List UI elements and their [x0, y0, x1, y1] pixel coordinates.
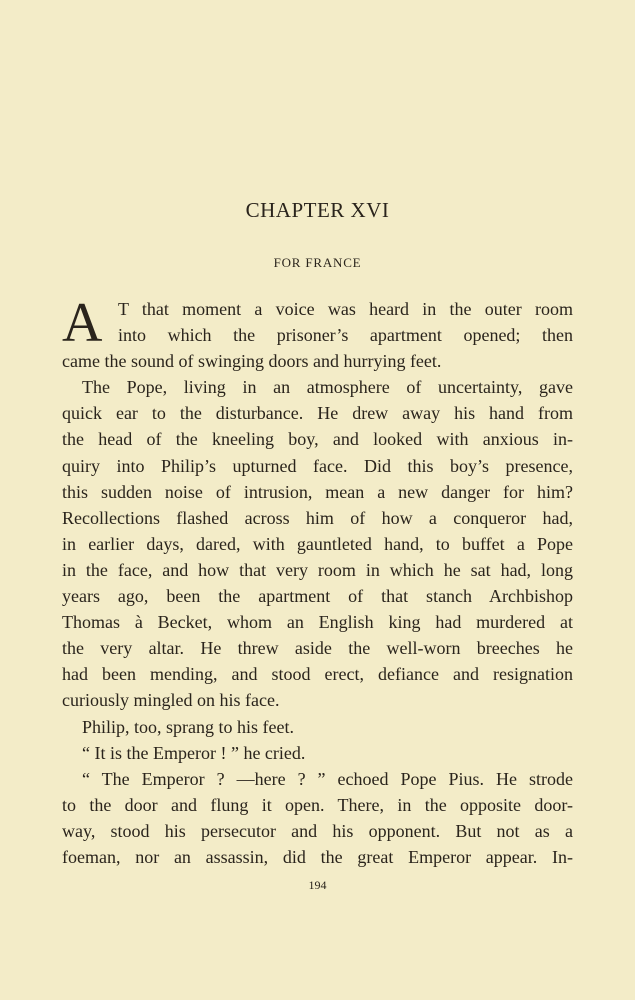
text-line: into which the prisoner’s apartment opened; then	[118, 325, 573, 346]
text-line: curiously mingled on his face.	[62, 690, 280, 711]
text-line: to the door and flung it open. There, in the opposite door-	[62, 794, 573, 815]
text-line: Recollections flashed across him of how a conqueror had,	[62, 507, 573, 528]
text-line: “ The Emperor ? —here ? ” echoed Pope Pius. He strode	[82, 768, 573, 789]
text-line: came the sound of swinging doors and hurrying feet.	[62, 351, 442, 372]
text-line: Philip, too, sprang to his feet.	[82, 716, 294, 737]
text-line: quiry into Philip’s upturned face. Did this boy’s presence,	[62, 455, 573, 476]
page-number: 194	[308, 878, 327, 892]
drop-cap-letter: A	[62, 292, 103, 354]
text-line: Thomas à Becket, whom an English king had murdered at	[62, 612, 573, 633]
chapter-title: FOR FRANCE	[273, 255, 362, 270]
body-text	[62, 292, 573, 870]
text-line: quick ear to the disturbance. He drew away his hand from	[62, 403, 573, 424]
text-line: the very altar. He threw aside the well-worn breeches he	[62, 638, 573, 659]
text-line: the head of the kneeling boy, and looked with anxious in-	[62, 429, 573, 450]
text-line: had been mending, and stood erect, defiance and resignation	[62, 664, 573, 685]
text-line: way, stood his persecutor and his opponent. But not as a	[62, 820, 573, 841]
text-line: in the face, and how that very room in which he sat had, long	[62, 559, 573, 580]
text-line: in earlier days, dared, with gauntleted hand, to buffet a Pope	[62, 533, 573, 554]
text-line: this sudden noise of intrusion, mean a new danger for him?	[62, 481, 573, 502]
text-line: The Pope, living in an atmosphere of uncertainty, gave	[82, 377, 573, 398]
text-line: T that moment a voice was heard in the outer room	[118, 299, 573, 319]
text-line: years ago, been the apartment of that stanch Archbishop	[62, 586, 573, 607]
chapter-heading: CHAPTER XVI	[245, 198, 390, 222]
text-line: “ It is the Emperor ! ” he cried.	[82, 742, 306, 763]
text-line: foeman, nor an assassin, did the great Emperor appear. In-	[62, 846, 573, 867]
